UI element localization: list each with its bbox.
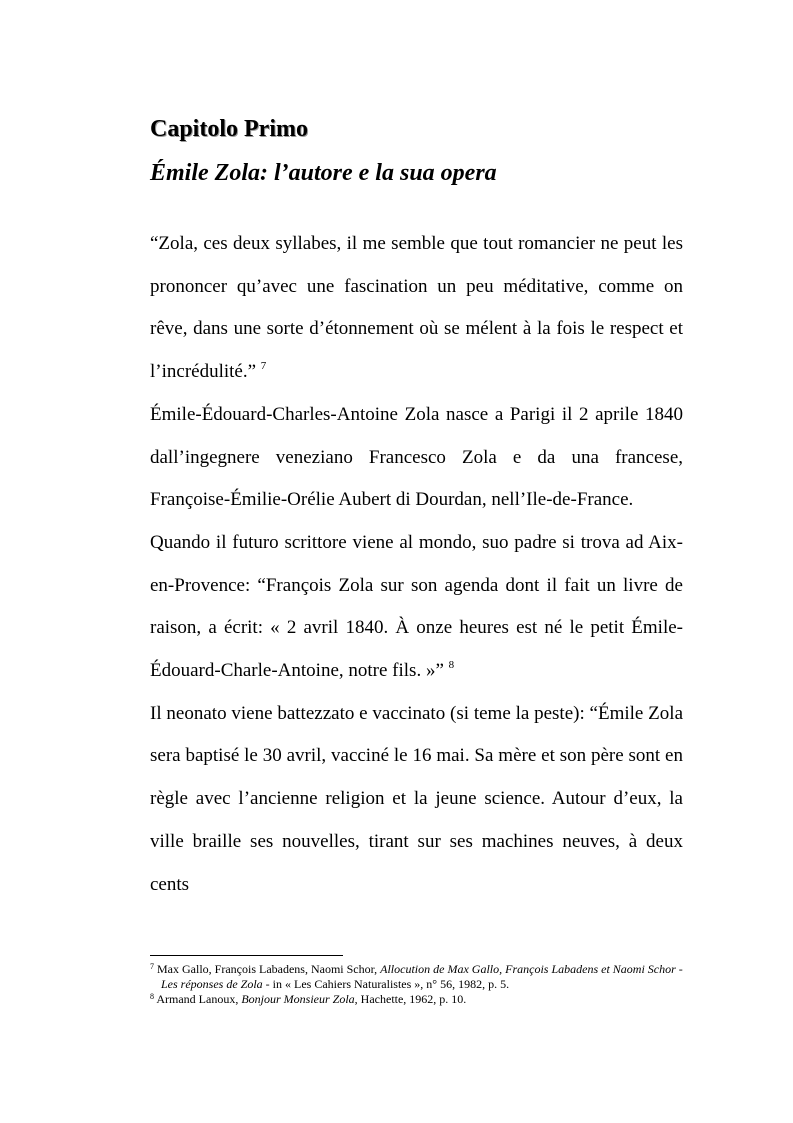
footnote-source: , Hachette, 1962, p. 10.	[354, 992, 467, 1006]
paragraph-quote	[150, 223, 683, 394]
footnote-reference[interactable]: 8	[448, 659, 455, 672]
paragraph-birth	[150, 394, 683, 522]
paragraph-baptism	[150, 693, 683, 907]
footnote-number: 8	[150, 992, 154, 1001]
footnote-title: Allocution de Max Gallo, François Labadens et Naomi Schor - Les réponses de Zola -	[161, 962, 683, 991]
footnote-title: Bonjour Monsieur Zola	[241, 992, 355, 1006]
footnote-authors: Armand Lanoux,	[156, 992, 239, 1006]
footnote-authors: Max Gallo, François Labadens, Naomi Schor,	[157, 962, 378, 976]
footnote-item	[150, 992, 683, 1007]
document-page	[150, 0, 683, 1123]
paragraph-text: Émile-Édouard-Charles-Antoine Zola nasce a Parigi il 2 aprile 1840 dall’ingegnere veneziano Francesco Zola e da una francese, Françoise-Émilie-Orélie Aubert di Dourdan, nell’Ile-de-France.	[150, 403, 683, 511]
body-text	[150, 223, 683, 906]
chapter-subtitle: Émile Zola: l’autore e la sua opera	[150, 160, 497, 186]
paragraph-text: Quando il futuro scrittore viene al mondo, suo padre si trova ad Aix-en-Provence: “François Zola sur son agenda dont il fait un livre de raison, a écrit: « 2 avril 1840. À onze heures est né le petit Émile-Édouard-Charle-Antoine, notre fils. »”	[150, 531, 683, 682]
footnote-reference[interactable]: 7	[260, 360, 267, 373]
paragraph-text: Il neonato viene battezzato e vaccinato (si teme la peste): “Émile Zola sera baptisé le 30 avril, vacciné le 16 mai. Sa mère et son père sont en règle avec l’ancienne religion et la jeune science. Autour d’eux, la ville braille ses nouvelles, tirant sur ses machines neuves, à deux cents	[150, 702, 683, 895]
footnotes	[150, 962, 683, 1007]
footnote-source: in « Les Cahiers Naturalistes », n° 56, 1982, p. 5.	[272, 977, 510, 991]
footnote-separator	[150, 955, 343, 956]
paragraph-father	[150, 522, 683, 693]
chapter-title: Capitolo Primo	[150, 116, 308, 142]
paragraph-text: “Zola, ces deux syllabes, il me semble que tout romancier ne peut les prononcer qu’avec une fascination un peu méditative, comme on rêve, dans une sorte d’étonnement où se mélent à la fois le respect et l’incrédulité.”	[150, 233, 683, 383]
footnote-item	[150, 962, 683, 992]
footnote-number: 7	[150, 962, 154, 971]
